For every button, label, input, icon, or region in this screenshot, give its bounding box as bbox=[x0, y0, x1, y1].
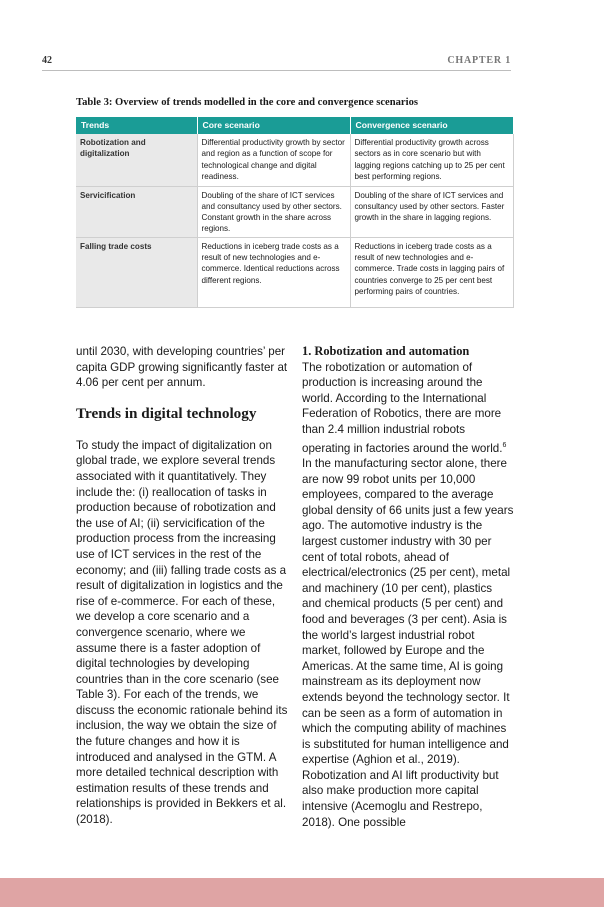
table-caption: Table 3: Overview of trends modelled in the core and convergence scenarios bbox=[76, 97, 418, 108]
right-text-column bbox=[302, 344, 514, 830]
table-row bbox=[76, 237, 513, 307]
core-scenario-cell: Doubling of the share of ICT services and consultancy used by other sectors. Constant growth in the share across regions. bbox=[197, 186, 350, 237]
trend-name-cell: Servicification bbox=[76, 186, 197, 237]
section-heading: Trends in digital technology bbox=[76, 404, 257, 422]
trend-name-cell: Falling trade costs bbox=[76, 237, 197, 307]
core-scenario-cell: Differential productivity growth by sector and region as a function of scope for technological change and digital readiness. bbox=[197, 134, 350, 186]
body-paragraph: To study the impact of digitalization on global trade, we explore several trends associated with it quantitatively. They include the: (i) reallocation of tasks in production because of robotization and the use of AI; (ii) servicification of the production process from the increasing use of ICT services in the rest of the economy; and (iii) falling trade costs as a result of digitalization in logistics and the rise of e-commerce. For each of these, we develop a core scenario and a convergence scenario, where we assume there is a faster adoption of digital technologies by developing countries than in the core scenario (see Table 3). For each of the trends, we discuss the economic rationale behind its inclusion, the way we obtain the size of the future changes and how it is introduced and analysed in the GTM. A more detailed technical description with estimation results of these trends and relationships is provided in Bekkers et al. (2018). bbox=[76, 438, 288, 827]
footer-band bbox=[0, 878, 604, 907]
table-row bbox=[76, 186, 513, 237]
subsection-heading: 1. Robotization and automation bbox=[302, 344, 470, 358]
left-text-column bbox=[76, 344, 288, 828]
body-paragraph bbox=[302, 360, 514, 831]
paragraph-text: The robotization or automation of production is increasing around the world. According to the International Federation of Robotics, there are more than 2.4 million industrial robots operating in factories around the world. bbox=[302, 360, 503, 455]
paragraph-text: In the manufacturing sector alone, there are now 99 robot units per 10,000 employees, compared to the average global density of 66 units just a few years ago. The automotive industry is the largest customer industry with 30 per cent of total robots, ahead of electrical/electronics (25 per cent), metal and machinery (10 per cent), plastics and chemical products (5 per cent) and food and beverages (3 per cent). Asia is the world’s largest industrial robot market, followed by Europe and the Americas. At the same time, AI is going mainstream as its deployment now extends beyond the technology sector. It can be seen as a form of automation in which the computing ability of machines is substituted for human intelligence and expertise (Aghion et al., 2019). Robotization and AI lift productivity but also make production more capital intensive (Acemoglu and Restrepo, 2018). One possible bbox=[302, 457, 514, 829]
core-scenario-cell: Reductions in iceberg trade costs as a result of new technologies and e-commerce. Identical reductions across different regions. bbox=[197, 237, 350, 307]
trend-name-cell: Robotization and digitalization bbox=[76, 134, 197, 186]
chapter-label: CHAPTER 1 bbox=[447, 55, 511, 66]
convergence-scenario-cell: Reductions in iceberg trade costs as a result of new technologies and e-commerce. Trade costs in lagging pairs of countries converge to 25 per cent best performing pairs of countries. bbox=[350, 237, 513, 307]
column-header-trends: Trends bbox=[76, 117, 197, 134]
header-divider bbox=[42, 70, 511, 71]
footnote-marker[interactable]: 6 bbox=[502, 441, 507, 449]
table-header-row bbox=[76, 117, 513, 134]
table-row bbox=[76, 134, 513, 186]
intro-paragraph: until 2030, with developing countries’ per capita GDP growing significantly faster at 4.06 per cent per annum. bbox=[76, 345, 288, 390]
column-header-core: Core scenario bbox=[197, 117, 350, 134]
trends-table bbox=[76, 117, 514, 308]
convergence-scenario-cell: Differential productivity growth across sectors as in core scenario but with lagging regions catching up to 25 per cent best performing regions. bbox=[350, 134, 513, 186]
column-header-convergence: Convergence scenario bbox=[350, 117, 513, 134]
convergence-scenario-cell: Doubling of the share of ICT services and consultancy used by other sectors. Faster growth in the share in lagging regions. bbox=[350, 186, 513, 237]
page-number: 42 bbox=[42, 55, 52, 66]
